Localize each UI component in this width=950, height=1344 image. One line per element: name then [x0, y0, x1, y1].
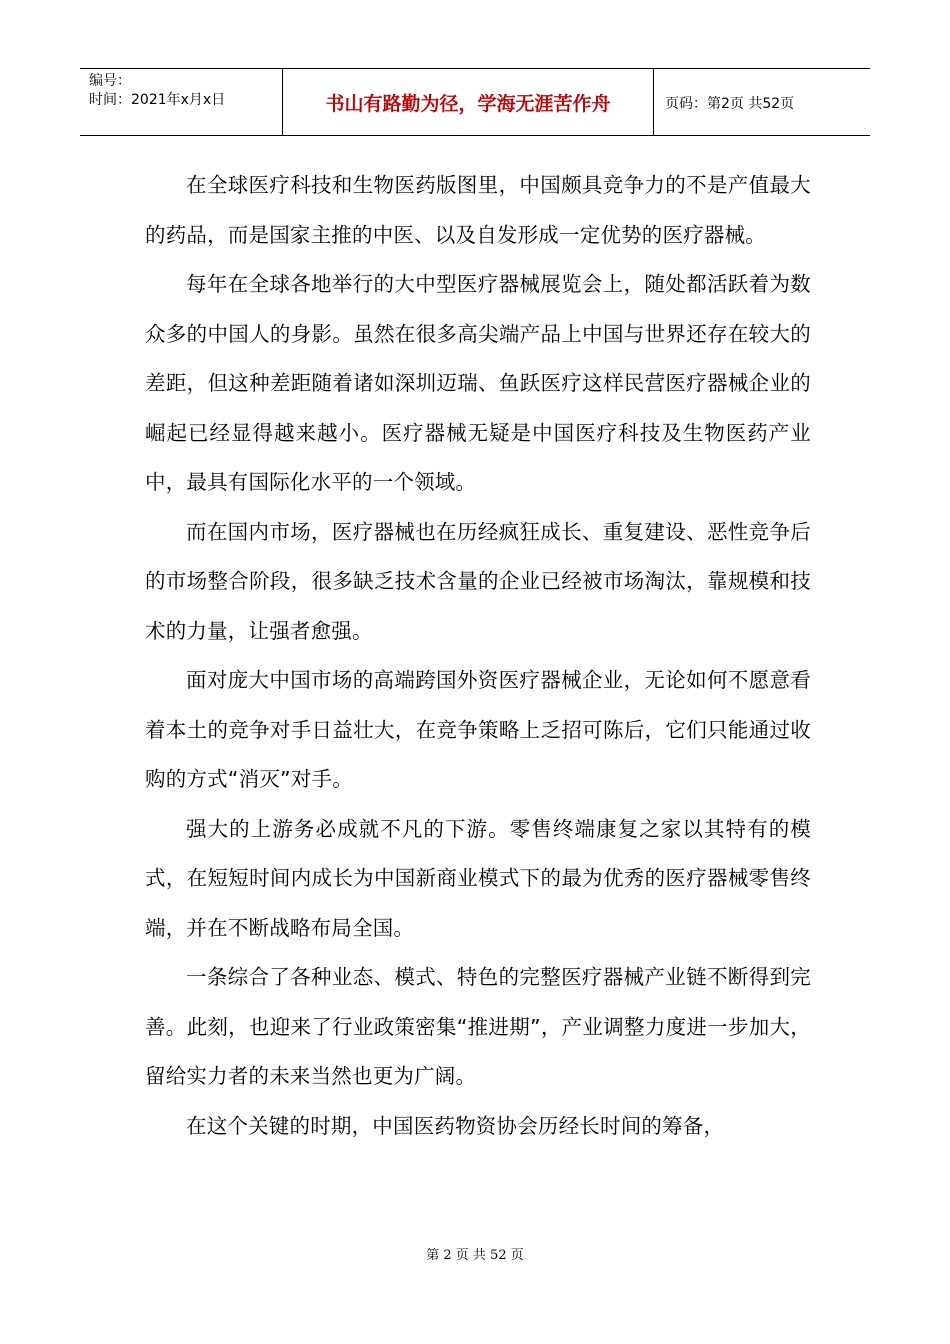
time-label: 时间：2021年x月x日 [89, 92, 226, 108]
header-page-info: 页码：第2页 共52页 [665, 96, 795, 112]
header-motto: 书山有路勤为径，学海无涯苦作舟 [282, 69, 654, 135]
paragraph: 面对庞大中国市场的高端跨国外资医疗器械企业，无论如何不愿意看着本土的竞争对手日益壮大，在竞争策略上乏招可陈后，它们只能通过收购的方式“消灭”对手。 [145, 668, 811, 791]
paragraph: 在这个关键的时期，中国医药物资协会历经长时间的筹备， [186, 1113, 725, 1138]
paragraph: 每年在全球各地举行的大中型医疗器械展览会上，随处都活跃着为数众多的中国人的身影。虽然在很多高尖端产品上中国与世界还存在较大的差距，但这种差距随着诸如深圳迈瑞、鱼跃医疗这样民营医疗器械企业的崛起已经显得越来越小。医疗器械无疑是中国医疗科技及生物医药产业中，最具有国际化水平的一个领域。 [145, 272, 811, 494]
paragraph: 而在国内市场，医疗器械也在历经疯狂成长、重复建设、恶性竞争后的市场整合阶段，很多缺乏技术含量的企业已经被市场淘汰，靠规模和技术的力量，让强者愈强。 [145, 519, 811, 643]
number-label: 编号： [89, 73, 131, 89]
paragraph: 在全球医疗科技和生物医药版图里，中国颇具竞争力的不是产值最大的药品，而是国家主推的中医、以及自发形成一定优势的医疗器械。 [145, 173, 811, 247]
paragraph: 一条综合了各种业态、模式、特色的完整医疗器械产业链不断得到完善。此刻，也迎来了行业政策密集“推进期”，产业调整力度进一步加大，留给实力者的未来当然也更为广阔。 [145, 965, 811, 1088]
page-footer: 第 2 页 共 52 页 [426, 1248, 524, 1263]
header-meta [80, 69, 282, 135]
page-header [80, 68, 870, 136]
paragraph: 强大的上游务必成就不凡的下游。零售终端康复之家以其特有的模式，在短短时间内成长为中国新商业模式下的最为优秀的医疗器械零售终端，并在不断战略布局全国。 [145, 816, 811, 940]
document-body [145, 161, 811, 1151]
